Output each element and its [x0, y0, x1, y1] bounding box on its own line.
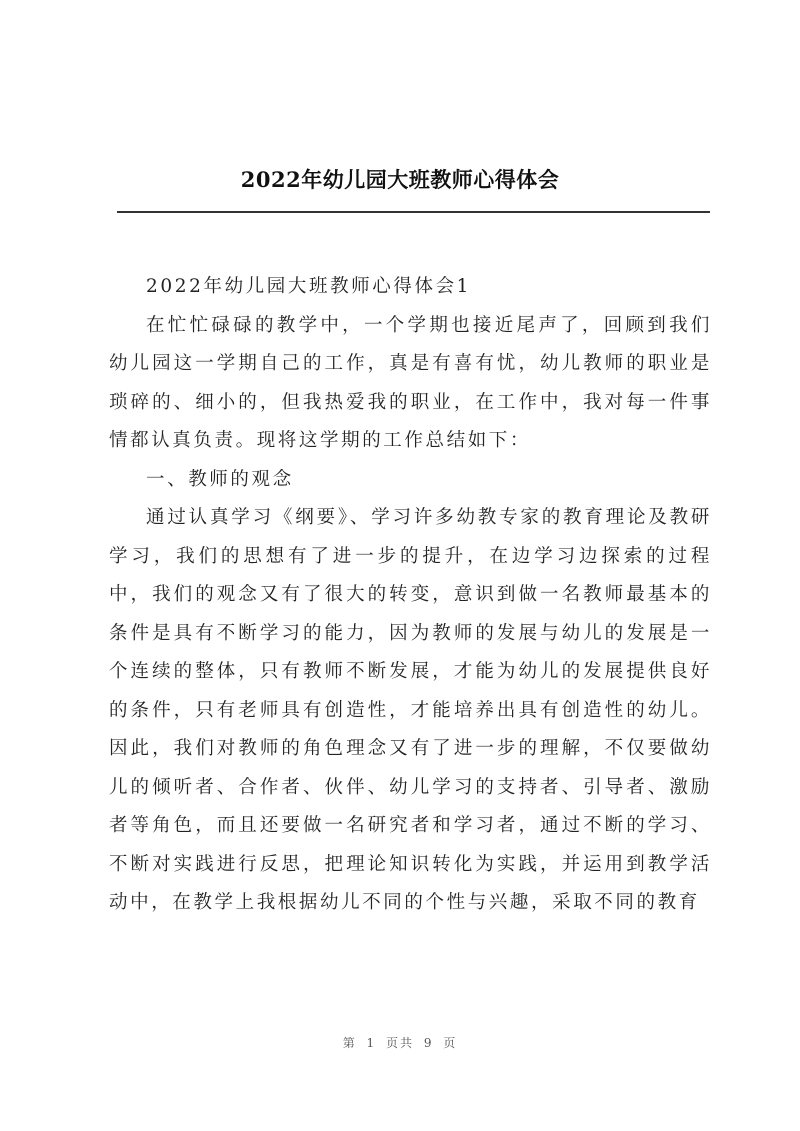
document-body	[109, 268, 712, 923]
page-footer: 第 1 页共 9 页	[342, 1036, 458, 1050]
subsection-heading: 一、教师的观念	[146, 468, 294, 490]
body-paragraph: 在忙忙碌碌的教学中，一个学期也接近尾声了，回顾到我们幼儿园这一学期自己的工作，真是有喜有忧，幼儿教师的职业是琐碎的、细小的，但我热爱我的职业，在工作中，我对每一件事情都认真负责。现将这学期的工作总结如下：	[109, 314, 712, 451]
document-title: 2022年幼儿园大班教师心得体会	[240, 167, 560, 192]
section-heading: 2022年幼儿园大班教师心得体会1	[146, 276, 472, 297]
title-divider	[117, 211, 710, 213]
body-paragraph: 通过认真学习《纲要》、学习许多幼教专家的教育理论及教研学习，我们的思想有了进一步的提升，在边学习边探索的过程中，我们的观念又有了很大的转变，意识到做一名教师最基本的条件是具有不断学习的能力，因为教师的发展与幼儿的发展是一个连续的整体，只有教师不断发展，才能为幼儿的发展提供良好的条件，只有老师具有创造性，才能培养出具有创造性的幼儿。因此，我们对教师的角色理念又有了进一步的理解，不仅要做幼儿的倾听者、合作者、伙伴、幼儿学习的支持者、引导者、激励者等角色，而且还要做一名研究者和学习者，通过不断的学习、不断对实践进行反思，把理论知识转化为实践，并运用到教学活动中，在教学上我根据幼儿不同的个性与兴趣，采取不同的教育	[109, 507, 712, 913]
